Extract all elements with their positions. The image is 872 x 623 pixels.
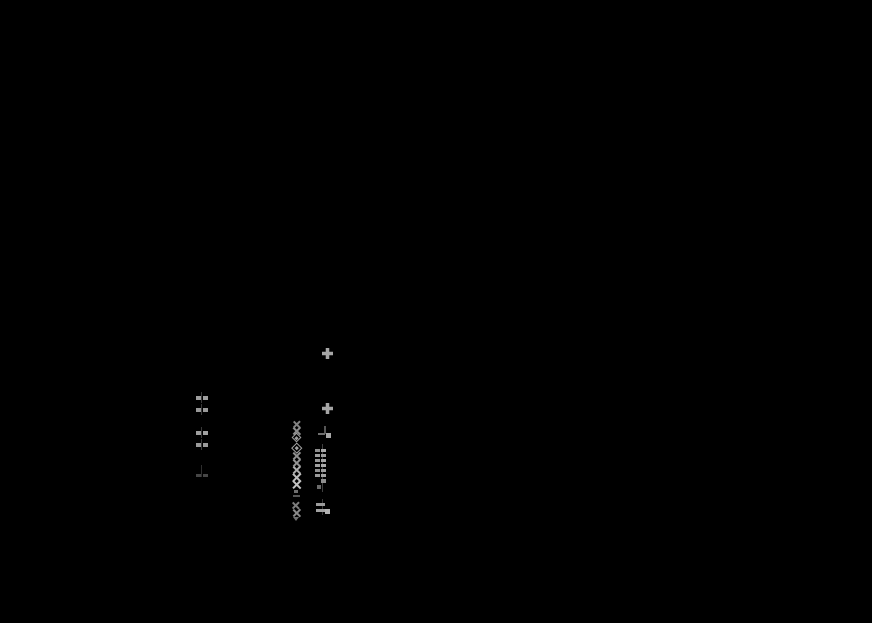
marker-x xyxy=(292,480,302,490)
marker-dash xyxy=(315,449,320,453)
marker-plus xyxy=(322,403,333,414)
marker-square xyxy=(196,408,201,412)
marker-dash xyxy=(315,464,320,468)
marker-dash xyxy=(321,454,326,458)
marker-dash xyxy=(293,495,300,497)
marker-dash xyxy=(315,469,320,473)
marker-square xyxy=(326,433,331,438)
marker-square xyxy=(203,396,208,400)
marker-square xyxy=(325,509,330,514)
marker-dash xyxy=(321,479,326,483)
marker-square xyxy=(203,408,208,412)
marker-dash xyxy=(315,459,320,463)
marker-square xyxy=(203,474,208,477)
marker-square xyxy=(196,443,201,447)
marker-triangle-down xyxy=(293,517,299,521)
marker-dash xyxy=(321,469,326,473)
marker-dash xyxy=(321,459,326,463)
marker-plus xyxy=(322,348,333,359)
marker-square xyxy=(203,443,208,447)
marker-square xyxy=(317,485,321,489)
marker-square xyxy=(294,490,298,493)
marker-square xyxy=(196,396,201,400)
marker-dash xyxy=(316,503,325,506)
marker-dash xyxy=(316,509,325,512)
marker-square xyxy=(196,431,201,435)
marker-square xyxy=(203,431,208,435)
marker-dash xyxy=(321,474,326,478)
marker-dash xyxy=(315,474,320,478)
marker-dash xyxy=(321,449,326,453)
marker-dash xyxy=(321,464,326,468)
marker-dash xyxy=(318,433,325,436)
marker-dash xyxy=(315,454,320,458)
marker-square xyxy=(196,474,201,477)
marker-vline xyxy=(322,499,323,515)
